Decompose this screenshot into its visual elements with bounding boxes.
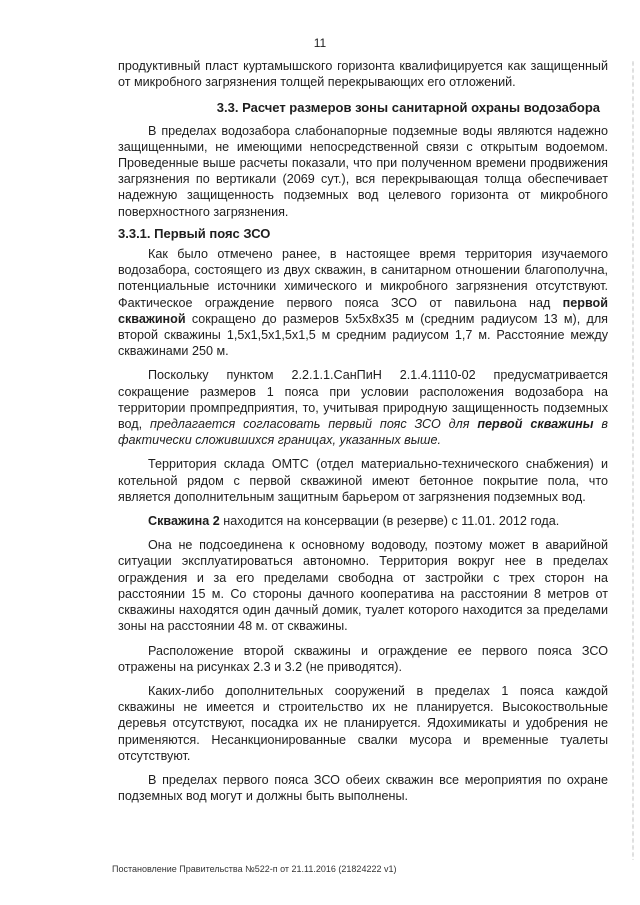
section-heading: 3.3. Расчет размеров зоны санитарной охраны водозабора (216, 100, 600, 116)
page-number: 11 (313, 36, 327, 50)
paragraph-protection: В пределах водозабора слабонапорные подземные воды являются надежно защищенными, не имеющими непосредственной связи с открытым водоемом. Проведенные выше расчеты показали, что при полученном времени продвижения загрязнения по вертикали (2069 сут.), вся перекрывающая толща обеспечивает надежную защищенность подземных вод целевого горизонта от микробного поверхностного загрязнения. (118, 123, 608, 219)
paragraph-well-2 (118, 513, 608, 529)
paragraph-measures: В пределах первого пояса ЗСО обеих скважин все мероприятия по охране подземных вод могут и должны быть выполнены. (118, 772, 608, 804)
italic-run: в фактически сложившихся границах, указанных выше. (118, 417, 609, 448)
italic-run: предлагается согласовать первый пояс ЗСО для (150, 417, 478, 432)
paragraph-structures: Каких-либо дополнительных сооружений в пределах 1 пояса каждой скважины не имеется и строительство их не планируется. Высокоствольные деревья отсутствуют, посадка их не планируется. Ядохимикаты и удобрения не применяются. Несанкционированные свалки мусора и временные туалеты отсутствуют. (118, 683, 608, 763)
paragraph-autonomous: Она не подсоединена к основному водоводу, поэтому может в аварийной ситуации эксплуатироваться автономно. Территория вокруг нее в пределах ограждения и за его пределами свободна от застройки с трех сторон на расстоянии 15 м. Со стороны дачного кооператива на расстоянии 8 метров от скважины находятся один дачный домик, туалет которого находится за пределами зоны на расстоянии 48 м. от скважины. (118, 538, 608, 634)
text-run: сокращено до размеров 5х5х8х35 м (средним радиусом 13 м), для второй скважины 1,5х1,5х1,5х1,5 м средним радиусом 1,7 м. Расстояние между скважинами 250 м. (118, 311, 608, 359)
bold-italic-run-first-well: первой скважины (477, 417, 594, 432)
text-run: Поскольку пунктом 2.2.1.1.СанПиН 2.1.4.1110-02 предусматривается сокращение размеров 1 пояса при условии расположения водозабора на территории промпредприятия, то, учитывая природную защищенность подземных вод, (118, 368, 608, 432)
paragraph-location: Расположение второй скважины и ограждение ее первого пояса ЗСО отражены на рисунках 2.3 и 3.2 (не приводятся). (118, 643, 608, 674)
bold-run-well-2: Скважина 2 (148, 514, 220, 529)
text-run: находится на консервации (в резерве) с 11.01. 2012 года. (219, 514, 560, 529)
subsection-heading: 3.3.1. Первый пояс ЗСО (118, 225, 271, 241)
paragraph-sanpin (118, 367, 608, 448)
text-run: Как было отмечено ранее, в настоящее время территория изучаемого водозабора, состоящего из двух скважин, в санитарном отношении благополучна, потенциальные источники химического и микробного загрязнения отсутствуют. Фактическое ограждение первого пояса ЗСО от павильона над (118, 247, 608, 310)
page-content (118, 58, 608, 804)
bold-run-first-well: первой скважиной (118, 295, 608, 326)
paragraph-warehouse: Территория склада ОМТС (отдел материально-технического снабжения) и котельной рядом с первой скважиной имеют бетонное покрытие пола, что является дополнительным защитным барьером от загрязнения подземных вод. (118, 457, 608, 504)
paragraph-first-zone (118, 246, 608, 359)
scan-edge-marks (632, 60, 634, 860)
page-footer: Постановление Правительства №522-п от 21.11.2016 (21824222 v1) (112, 864, 397, 874)
paragraph-continuation: продуктивный пласт куртамышского горизонта квалифицируется как защищенный от микробного загрязнения толщей перекрывающих его отложений. (118, 59, 608, 90)
